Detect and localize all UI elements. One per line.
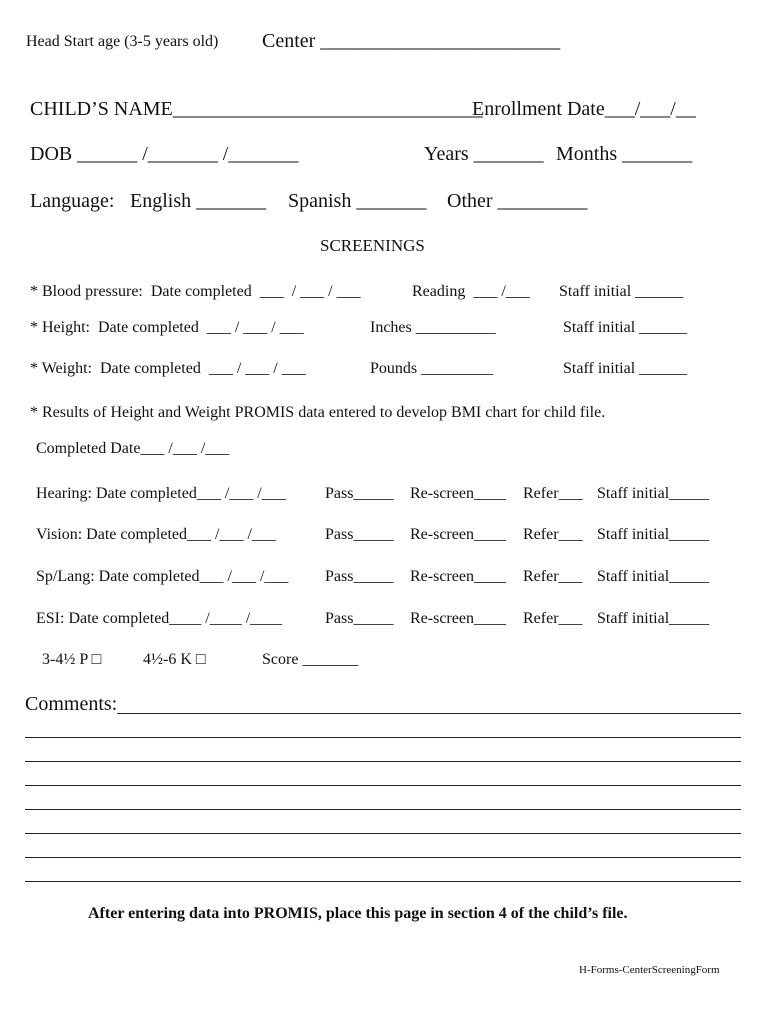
hearing-rescreen-field[interactable]: Re-screen____ (410, 485, 506, 502)
speech-language-staff-field[interactable]: Staff initial_____ (597, 568, 710, 585)
esi-staff-field[interactable]: Staff initial_____ (597, 610, 710, 627)
comments-line[interactable] (25, 857, 741, 858)
esi-refer-field[interactable]: Refer___ (523, 610, 583, 627)
enrollment-date-field[interactable]: Enrollment Date___/___/__ (472, 98, 696, 120)
center-field[interactable]: Center ________________________ (262, 30, 561, 52)
language-english-field[interactable]: English _______ (130, 190, 267, 212)
language-spanish-field[interactable]: Spanish _______ (288, 190, 427, 212)
vision-date-field[interactable]: Vision: Date completed___ /___ /___ (36, 526, 276, 543)
speech-language-refer-field[interactable]: Refer___ (523, 568, 583, 585)
comments-line[interactable] (25, 761, 741, 762)
comments-line[interactable] (25, 881, 741, 882)
section-title: SCREENINGS (320, 236, 425, 255)
footer-instruction: After entering data into PROMIS, place this page in section 4 of the child’s file. (88, 905, 628, 922)
hearing-staff-field[interactable]: Staff initial_____ (597, 485, 710, 502)
comments-line[interactable] (117, 713, 741, 714)
blood-pressure-date-field[interactable]: * Blood pressure: Date completed ___ / ___ / ___ (30, 283, 361, 300)
hearing-date-field[interactable]: Hearing: Date completed___ /___ /___ (36, 485, 286, 502)
height-staff-field[interactable]: Staff initial ______ (563, 319, 688, 336)
esi-date-field[interactable]: ESI: Date completed____ /____ /____ (36, 610, 283, 627)
hearing-pass-field[interactable]: Pass_____ (325, 485, 394, 502)
vision-refer-field[interactable]: Refer___ (523, 526, 583, 543)
language-label: Language: (30, 190, 115, 212)
esi-score-field[interactable]: Score _______ (262, 651, 359, 668)
speech-language-rescreen-field[interactable]: Re-screen____ (410, 568, 506, 585)
hearing-refer-field[interactable]: Refer___ (523, 485, 583, 502)
esi-pass-field[interactable]: Pass_____ (325, 610, 394, 627)
comments-line[interactable] (25, 785, 741, 786)
blood-pressure-staff-field[interactable]: Staff initial ______ (559, 283, 684, 300)
weight-date-field[interactable]: * Weight: Date completed ___ / ___ / ___ (30, 360, 306, 377)
comments-line[interactable] (25, 809, 741, 810)
weight-pounds-field[interactable]: Pounds _________ (370, 360, 494, 377)
vision-pass-field[interactable]: Pass_____ (325, 526, 394, 543)
comments-line[interactable] (25, 833, 741, 834)
vision-rescreen-field[interactable]: Re-screen____ (410, 526, 506, 543)
months-field[interactable]: Months _______ (556, 143, 693, 165)
esi-rescreen-field[interactable]: Re-screen____ (410, 610, 506, 627)
bmi-note: * Results of Height and Weight PROMIS data entered to develop BMI chart for child file. (30, 404, 606, 421)
weight-staff-field[interactable]: Staff initial ______ (563, 360, 688, 377)
blood-pressure-reading-field[interactable]: Reading ___ /___ (412, 283, 530, 300)
height-date-field[interactable]: * Height: Date completed ___ / ___ / ___ (30, 319, 304, 336)
years-field[interactable]: Years _______ (424, 143, 544, 165)
age-range-label: Head Start age (3-5 years old) (26, 33, 219, 50)
speech-language-pass-field[interactable]: Pass_____ (325, 568, 394, 585)
esi-preschool-checkbox[interactable]: 3-4½ P □ (42, 651, 102, 668)
esi-kindergarten-checkbox[interactable]: 4½-6 K □ (143, 651, 206, 668)
comments-line[interactable] (25, 737, 741, 738)
dob-field[interactable]: DOB ______ /_______ /_______ (30, 143, 299, 165)
height-inches-field[interactable]: Inches __________ (370, 319, 496, 336)
form-id: H-Forms-CenterScreeningForm (579, 964, 720, 976)
speech-language-date-field[interactable]: Sp/Lang: Date completed___ /___ /___ (36, 568, 289, 585)
language-other-field[interactable]: Other _________ (447, 190, 588, 212)
comments-label: Comments: (25, 693, 118, 715)
child-name-field[interactable]: CHILD’S NAME_______________________________ (30, 98, 483, 120)
bmi-completed-date-field[interactable]: Completed Date___ /___ /___ (36, 440, 230, 457)
vision-staff-field[interactable]: Staff initial_____ (597, 526, 710, 543)
